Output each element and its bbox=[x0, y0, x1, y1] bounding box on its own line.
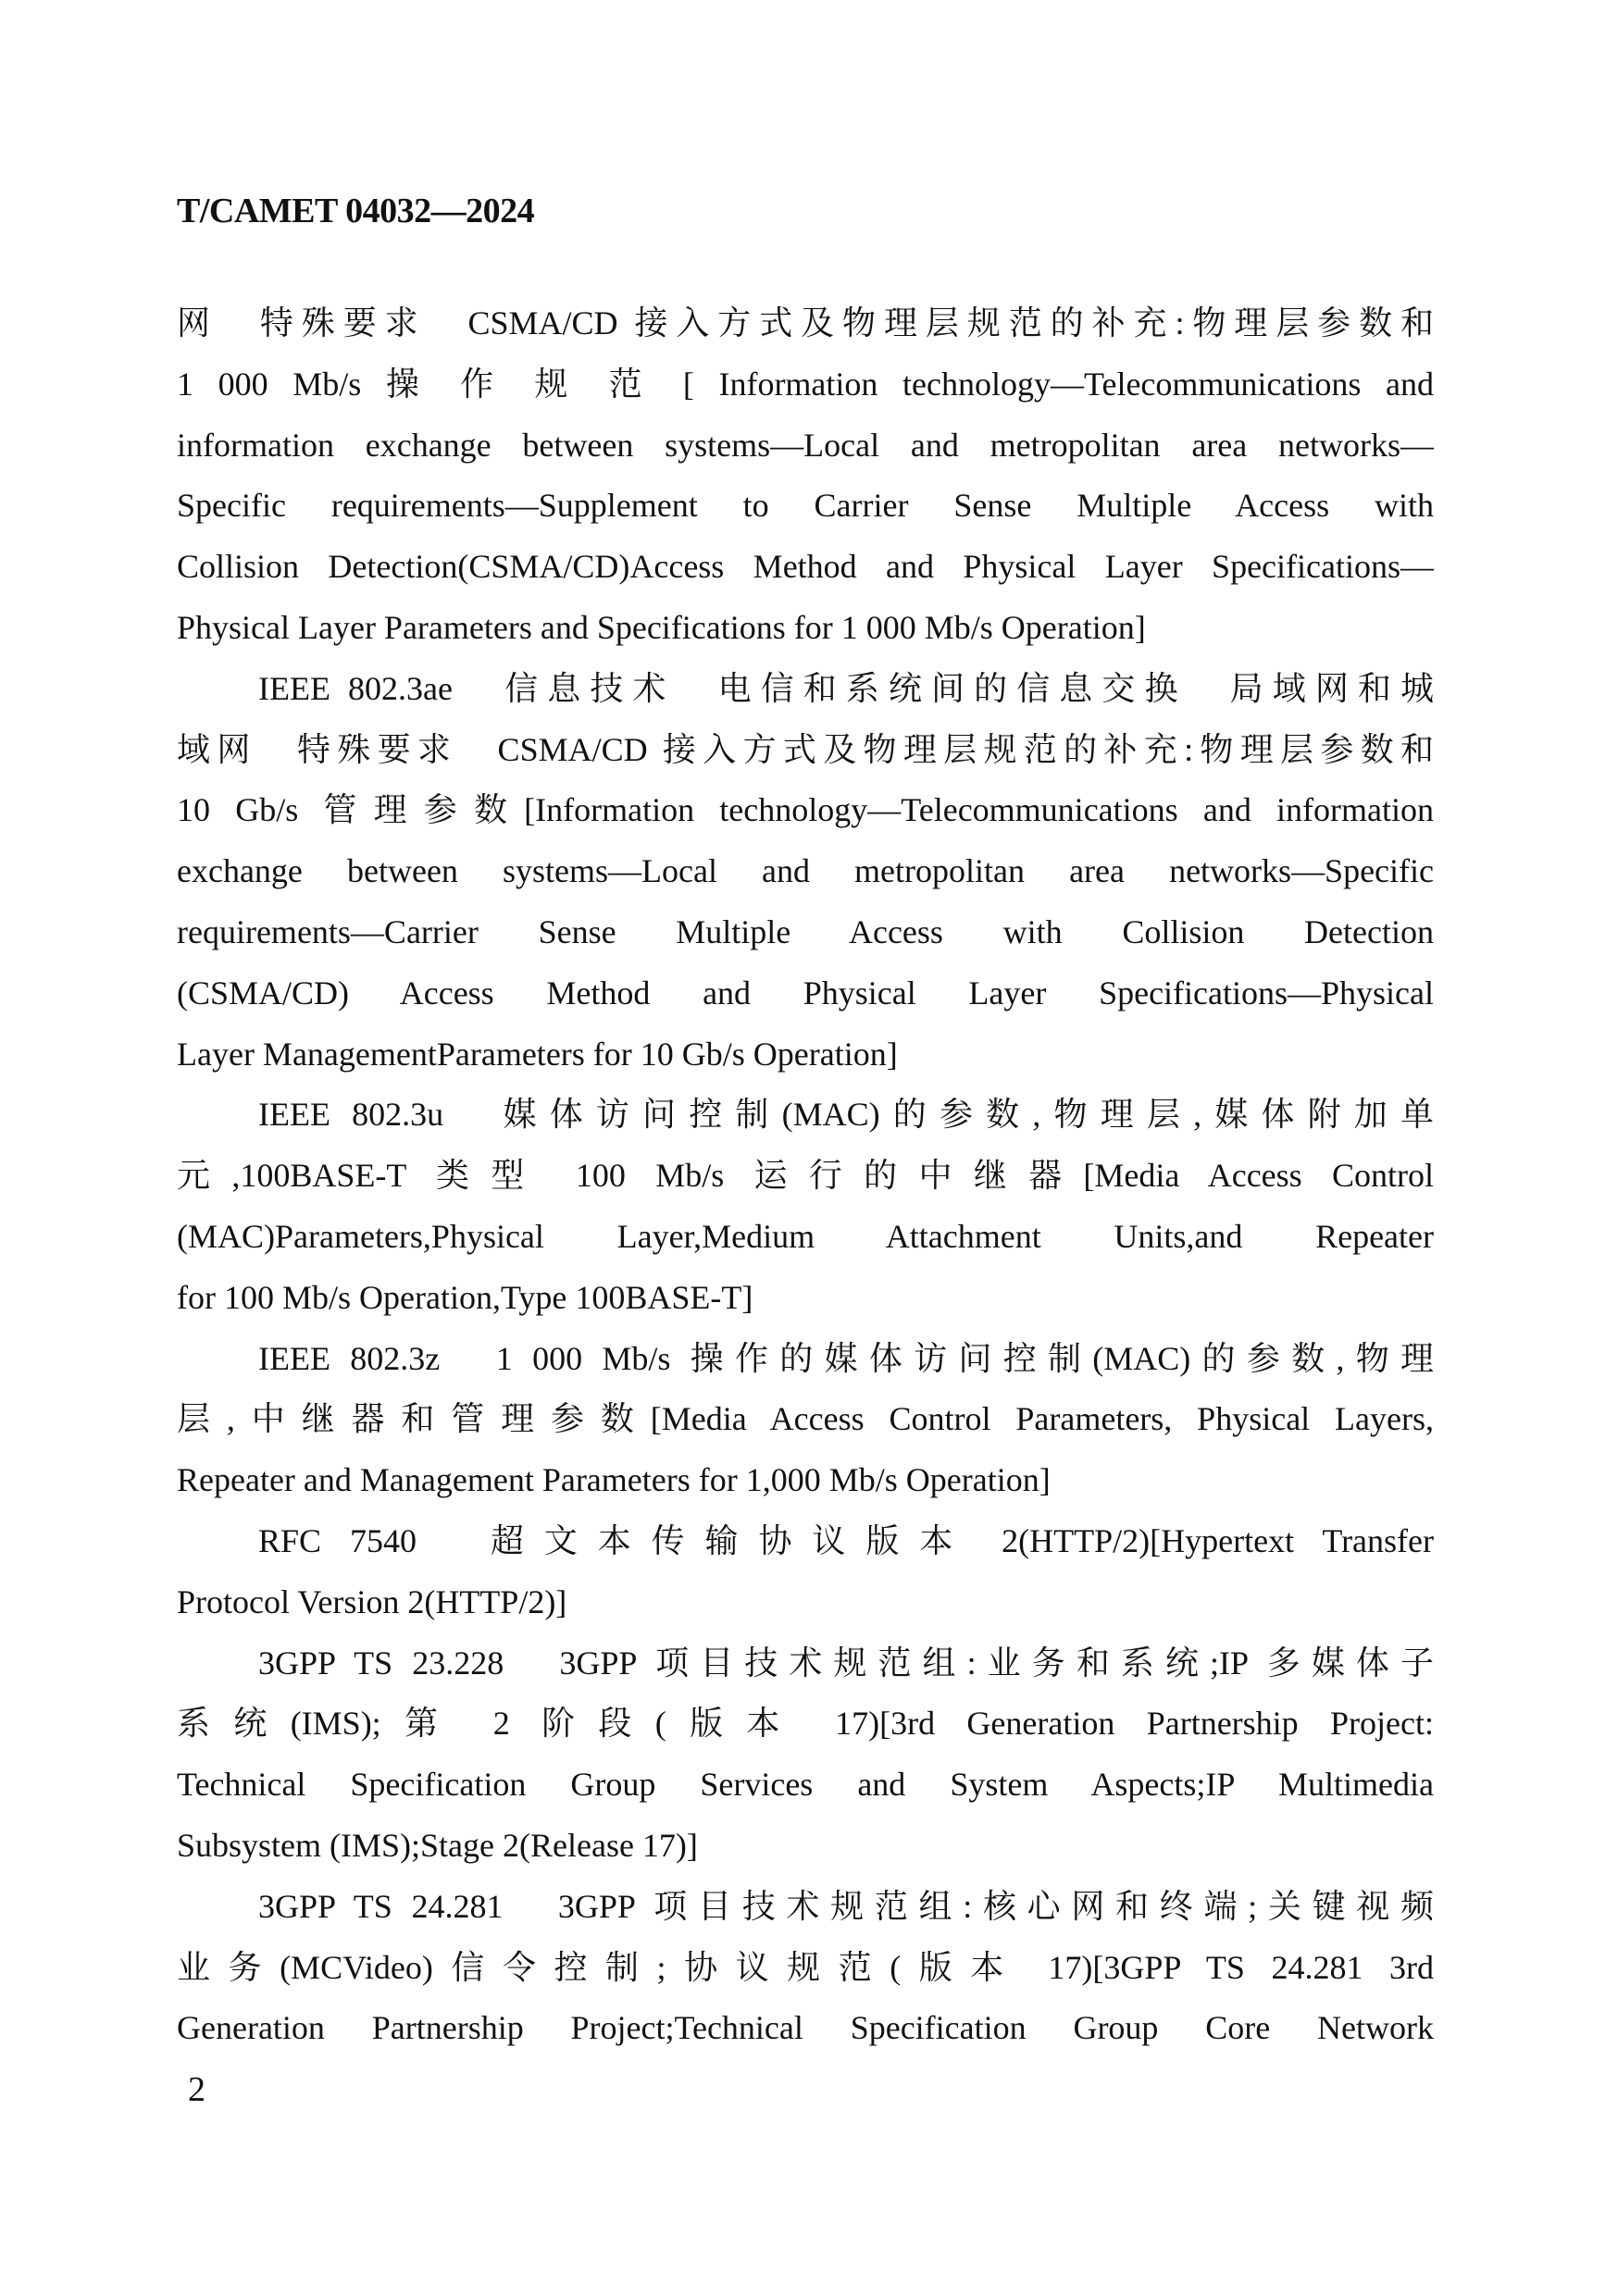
text-line: IEEE 802.3z 1 000 Mb/s 操作的媒体访问控制(MAC)的参数,物理 bbox=[258, 1339, 1434, 1377]
text-line: 系统(IMS);第 2 阶段(版本 17)[3rd Generation Partnership Project: bbox=[177, 1705, 1434, 1743]
text-line: requirements—Carrier Sense Multiple Access with Collision Detection bbox=[177, 912, 1434, 950]
text-line: Collision Detection(CSMA/CD)Access Method and Physical Layer Specifications— bbox=[177, 548, 1434, 586]
text-line: (CSMA/CD) Access Method and Physical Layer Specifications—Physical bbox=[177, 974, 1434, 1011]
text-line: exchange between systems—Local and metropolitan area networks—Specific bbox=[177, 852, 1434, 890]
document-number-header: T/CAMET 04032—2024 bbox=[177, 192, 535, 230]
text-line: Layer ManagementParameters for 10 Gb/s Operation] bbox=[177, 1035, 898, 1073]
text-line: for 100 Mb/s Operation,Type 100BASE-T] bbox=[177, 1278, 753, 1316]
text-line: IEEE 802.3u 媒体访问控制(MAC)的参数,物理层,媒体附加单 bbox=[258, 1096, 1434, 1134]
text-line: 元,100BASE-T 类型 100 Mb/s 运行的中继器[Media Access Control bbox=[177, 1157, 1434, 1195]
text-line: 层,中继器和管理参数[Media Access Control Parameters, Physical Layers, bbox=[177, 1400, 1434, 1438]
text-line: 域网 特殊要求 CSMA/CD 接入方式及物理层规范的补充:物理层参数和 bbox=[177, 730, 1434, 768]
references-body bbox=[177, 293, 1434, 2059]
text-line: Physical Layer Parameters and Specifications for 1 000 Mb/s Operation] bbox=[177, 608, 1146, 646]
text-line: 10 Gb/s 管理参数[Information technology—Telecommunications and information bbox=[177, 791, 1434, 829]
text-line: Specific requirements—Supplement to Carrier Sense Multiple Access with bbox=[177, 487, 1434, 525]
text-line: 3GPP TS 23.228 3GPP 项目技术规范组:业务和系统;IP 多媒体子 bbox=[258, 1644, 1434, 1682]
page-number: 2 bbox=[188, 2070, 205, 2109]
text-line: information exchange between systems—Local and metropolitan area networks— bbox=[177, 426, 1434, 464]
text-line: Generation Partnership Project;Technical Specification Group Core Network bbox=[177, 2009, 1434, 2047]
text-line: (MAC)Parameters,Physical Layer,Medium Attachment Units,and Repeater bbox=[177, 1217, 1434, 1255]
text-line: 3GPP TS 24.281 3GPP 项目技术规范组:核心网和终端;关键视频 bbox=[258, 1887, 1434, 1925]
text-line: 网 特殊要求 CSMA/CD 接入方式及物理层规范的补充:物理层参数和 bbox=[177, 304, 1434, 341]
text-line: Technical Specification Group Services and System Aspects;IP Multimedia bbox=[177, 1766, 1434, 1804]
text-line: Repeater and Management Parameters for 1,000 Mb/s Operation] bbox=[177, 1461, 1051, 1499]
text-line: 1 000 Mb/s 操 作 规 范 [ Information technology—Telecommunications and bbox=[177, 365, 1434, 403]
text-line: IEEE 802.3ae 信息技术 电信和系统间的信息交换 局域网和城 bbox=[258, 669, 1434, 707]
text-line: RFC 7540 超文本传输协议版本 2(HTTP/2)[Hypertext Transfer bbox=[258, 1521, 1434, 1559]
text-line: 业务(MCVideo)信令控制;协议规范(版本 17)[3GPP TS 24.281 3rd bbox=[177, 1948, 1434, 1986]
text-line: Subsystem (IMS);Stage 2(Release 17)] bbox=[177, 1826, 698, 1864]
text-line: Protocol Version 2(HTTP/2)] bbox=[177, 1582, 567, 1620]
